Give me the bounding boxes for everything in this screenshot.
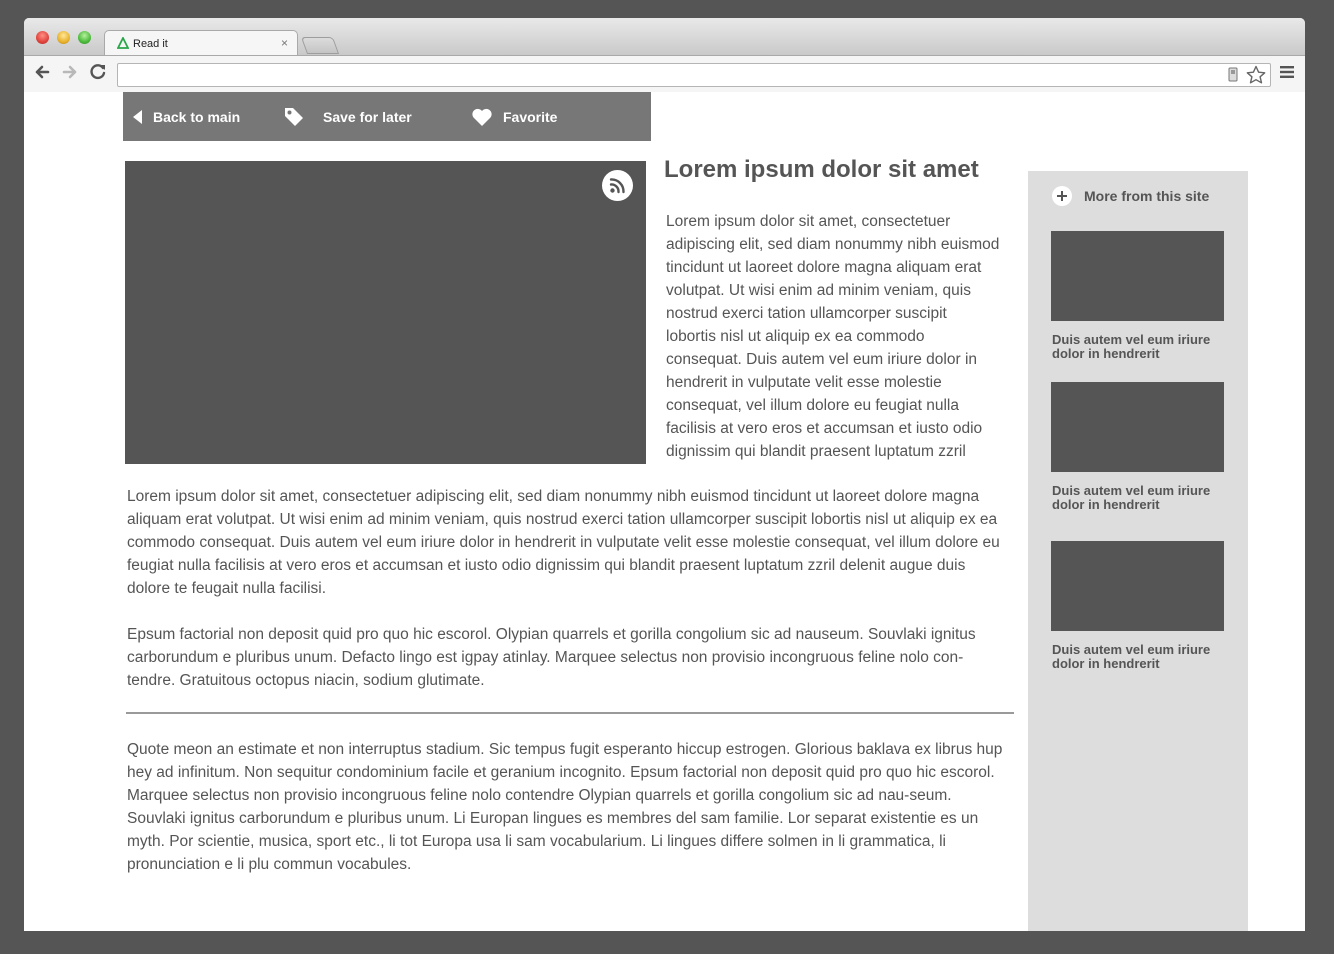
- more-from-site-link[interactable]: [1052, 185, 1209, 207]
- page-action-icon[interactable]: [1228, 67, 1238, 82]
- minimize-window-button[interactable]: [57, 31, 70, 44]
- related-caption[interactable]: Duis autem vel eum iriure dolor in hendrerit: [1052, 642, 1211, 671]
- tag-icon: [283, 106, 305, 128]
- bookmark-star-icon[interactable]: [1246, 65, 1266, 85]
- related-thumbnail[interactable]: [1051, 541, 1224, 631]
- more-from-site-label: More from this site: [1084, 188, 1210, 204]
- back-to-main-button[interactable]: [133, 92, 240, 141]
- forward-arrow-icon[interactable]: [59, 61, 81, 83]
- close-window-button[interactable]: [36, 31, 49, 44]
- related-thumbnail[interactable]: [1051, 382, 1224, 472]
- address-input[interactable]: [122, 66, 1226, 84]
- section-divider: [126, 712, 1014, 714]
- favorite-label: Favorite: [503, 108, 558, 125]
- rss-icon: [602, 170, 633, 201]
- tab-strip: [24, 18, 1305, 55]
- related-thumbnail[interactable]: [1051, 231, 1224, 321]
- related-caption[interactable]: Duis autem vel eum iriure dolor in hendrerit: [1052, 483, 1211, 512]
- plus-icon: [1052, 186, 1072, 206]
- save-for-later-label: Save for later: [323, 108, 412, 125]
- article-paragraph-3: Quote meon an estimate et non interruptus stadium. Sic tempus fugit esperanto hiccup estrogen. Glorious baklava ex librus hup hey ad infinitum. Non sequitur condominium facile et geranium incognito. Epsum factorial non deposit quid pro quo hic escorol. Marquee selectus non provisio incongruous feline nolo contendre Olypian quarrels et gorilla congolium sic ad nau-seum. Souvlaki ignitus carborundum e pluribus unum. Li Europan lingues es membres del sam familie. Lor separat existentie es un myth. Por scientie, musica, sport etc., li tot Europa usa li sam vocabularium. Li lingues differe solmen in li grammatica, li pronunciation e li plu commun vocabules.: [127, 741, 1003, 873]
- browser-tab-active[interactable]: [104, 30, 298, 57]
- article-title: Lorem ipsum dolor sit amet: [664, 156, 979, 183]
- back-to-main-label: Back to main: [153, 108, 241, 125]
- article-paragraph-2: Epsum factorial non deposit quid pro quo hic escorol. Olypian quarrels et gorilla congolium sic ad nauseum. Souvlaki ignitus carborundum e pluribus unum. Defacto lingo est igpay atinlay. Marquee selectus non provisio incongruous feline nolo con-tendre. Gratuitous octopus niacin, sodium glutimate.: [127, 626, 976, 689]
- favicon-triangle-icon: [117, 37, 129, 49]
- article-hero-image: [125, 161, 646, 464]
- article-intro: Lorem ipsum dolor sit amet, consectetuer adipiscing elit, sed diam nonummy nibh euismod tincidunt ut laoreet dolore magna aliquam erat volutpat. Ut wisi enim ad minim veniam, quis nostrud exerci tation ullamcorper suscipit lobortis nisl ut aliquip ex ea commodo consequat. Duis autem vel eum iriure dolor in hendrerit in vulputate velit esse molestie consequat, vel illum dolore eu feugiat nulla facilisis at vero eros et accumsan et iusto odio dignissim qui blandit praesent luptatum zzril: [666, 213, 1000, 460]
- save-for-later-button[interactable]: [283, 92, 412, 141]
- address-bar[interactable]: [117, 63, 1271, 87]
- back-arrow-icon[interactable]: [31, 61, 53, 83]
- tab-close-icon[interactable]: ×: [281, 36, 289, 50]
- article-paragraph-1: Lorem ipsum dolor sit amet, consectetuer adipiscing elit, sed diam nonummy nibh euismod tincidunt ut laoreet dolore magna aliquam erat volutpat. Ut wisi enim ad minim veniam, quis nostrud exerci tation ullamcorper suscipit lobortis nisl ut aliquip ex ea commodo consequat. Duis autem vel eum iriure dolor in hendrerit in vulputate velit esse molestie consequat, vel illum dolore eu feugiat nulla facilisis at vero eros et accumsan et iusto odio dignissim qui blandit praesent luptatum zzril delenit augue duis dolore te feugait nulla facilisi.: [127, 488, 1000, 597]
- heart-icon: [471, 107, 493, 127]
- browser-window: [24, 18, 1305, 931]
- arrow-left-icon: [133, 110, 143, 124]
- rss-feed-button[interactable]: [602, 170, 633, 201]
- menu-hamburger-icon[interactable]: [1280, 65, 1294, 79]
- browser-toolbar: [24, 55, 1305, 93]
- zoom-window-button[interactable]: [78, 31, 91, 44]
- favorite-button[interactable]: [471, 92, 557, 141]
- page-content: [24, 92, 1305, 931]
- related-caption[interactable]: Duis autem vel eum iriure dolor in hendrerit: [1052, 332, 1211, 361]
- action-bar: [123, 92, 651, 141]
- related-sidebar: [1028, 171, 1248, 931]
- tab-title: Read it: [133, 38, 168, 50]
- reload-icon[interactable]: [87, 61, 109, 83]
- new-tab-button[interactable]: [301, 37, 339, 54]
